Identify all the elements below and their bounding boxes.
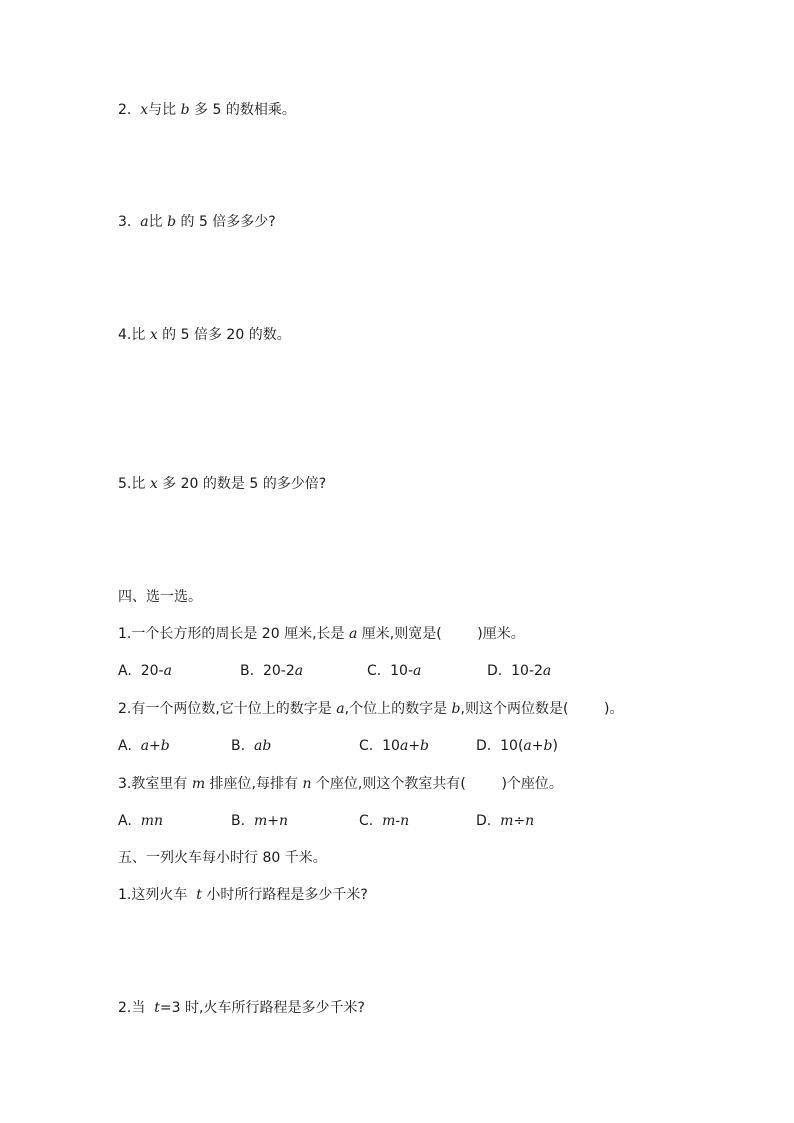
variable-a: a [336,701,345,717]
variable-b: b [451,701,461,717]
question-4-3: 3.教室里有 m 排座位,每排有 n 个座位,则这个教室共有( )个座位。 [118,776,563,792]
variable-x: x [140,102,149,118]
option-4-3-d: D. m÷n [476,813,535,829]
option-4-2-d: D. 10(a+b) [476,738,558,754]
option-4-1-c: C. 10-a [367,663,422,679]
option-4-1-d: D. 10-2a [487,663,552,679]
variable-x: x [149,476,158,492]
question-3-4: 4.比 x 的 5 倍多 20 的数。 [118,327,291,343]
option-4-1-a: A. 20-a [118,663,172,679]
question-5-1: 1.这列火车 t 小时所行路程是多少千米? [118,887,368,903]
option-4-2-c: C. 10a+b [359,738,430,754]
variable-a: a [140,214,149,230]
question-3-3: 3. a比 b 的 5 倍多多少? [118,214,276,230]
section-4-heading: 四、选一选。 [118,589,202,605]
variable-b: b [167,214,177,230]
section-5-heading: 五、一列火车每小时行 80 千米。 [118,850,327,866]
option-4-3-c: C. m-n [359,813,410,829]
option-4-2-a: A. a+b [118,738,170,754]
variable-t: t [196,887,202,903]
question-5-2: 2.当 t=3 时,火车所行路程是多少千米? [118,1000,365,1016]
variable-a: a [348,626,358,642]
option-4-2-b: B. ab [231,738,272,754]
variable-x: x [149,327,158,343]
variable-n: n [302,776,312,792]
question-3-5: 5.比 x 多 20 的数是 5 的多少倍? [118,476,327,492]
variable-t: t [154,1000,160,1016]
question-4-2: 2.有一个两位数,它十位上的数字是 a,个位上的数字是 b,则这个两位数是( )。 [118,701,624,717]
question-3-2: 2. x与比 b 多 5 的数相乘。 [118,102,296,118]
variable-m: m [191,776,206,792]
option-4-3-b: B. m+n [231,813,288,829]
option-4-1-b: B. 20-2a [240,663,304,679]
question-4-1: 1.一个长方形的周长是 20 厘米,长是 a 厘米,则宽是( )厘米。 [118,626,525,642]
variable-b: b [180,102,190,118]
option-4-3-a: A. mn [118,813,163,829]
